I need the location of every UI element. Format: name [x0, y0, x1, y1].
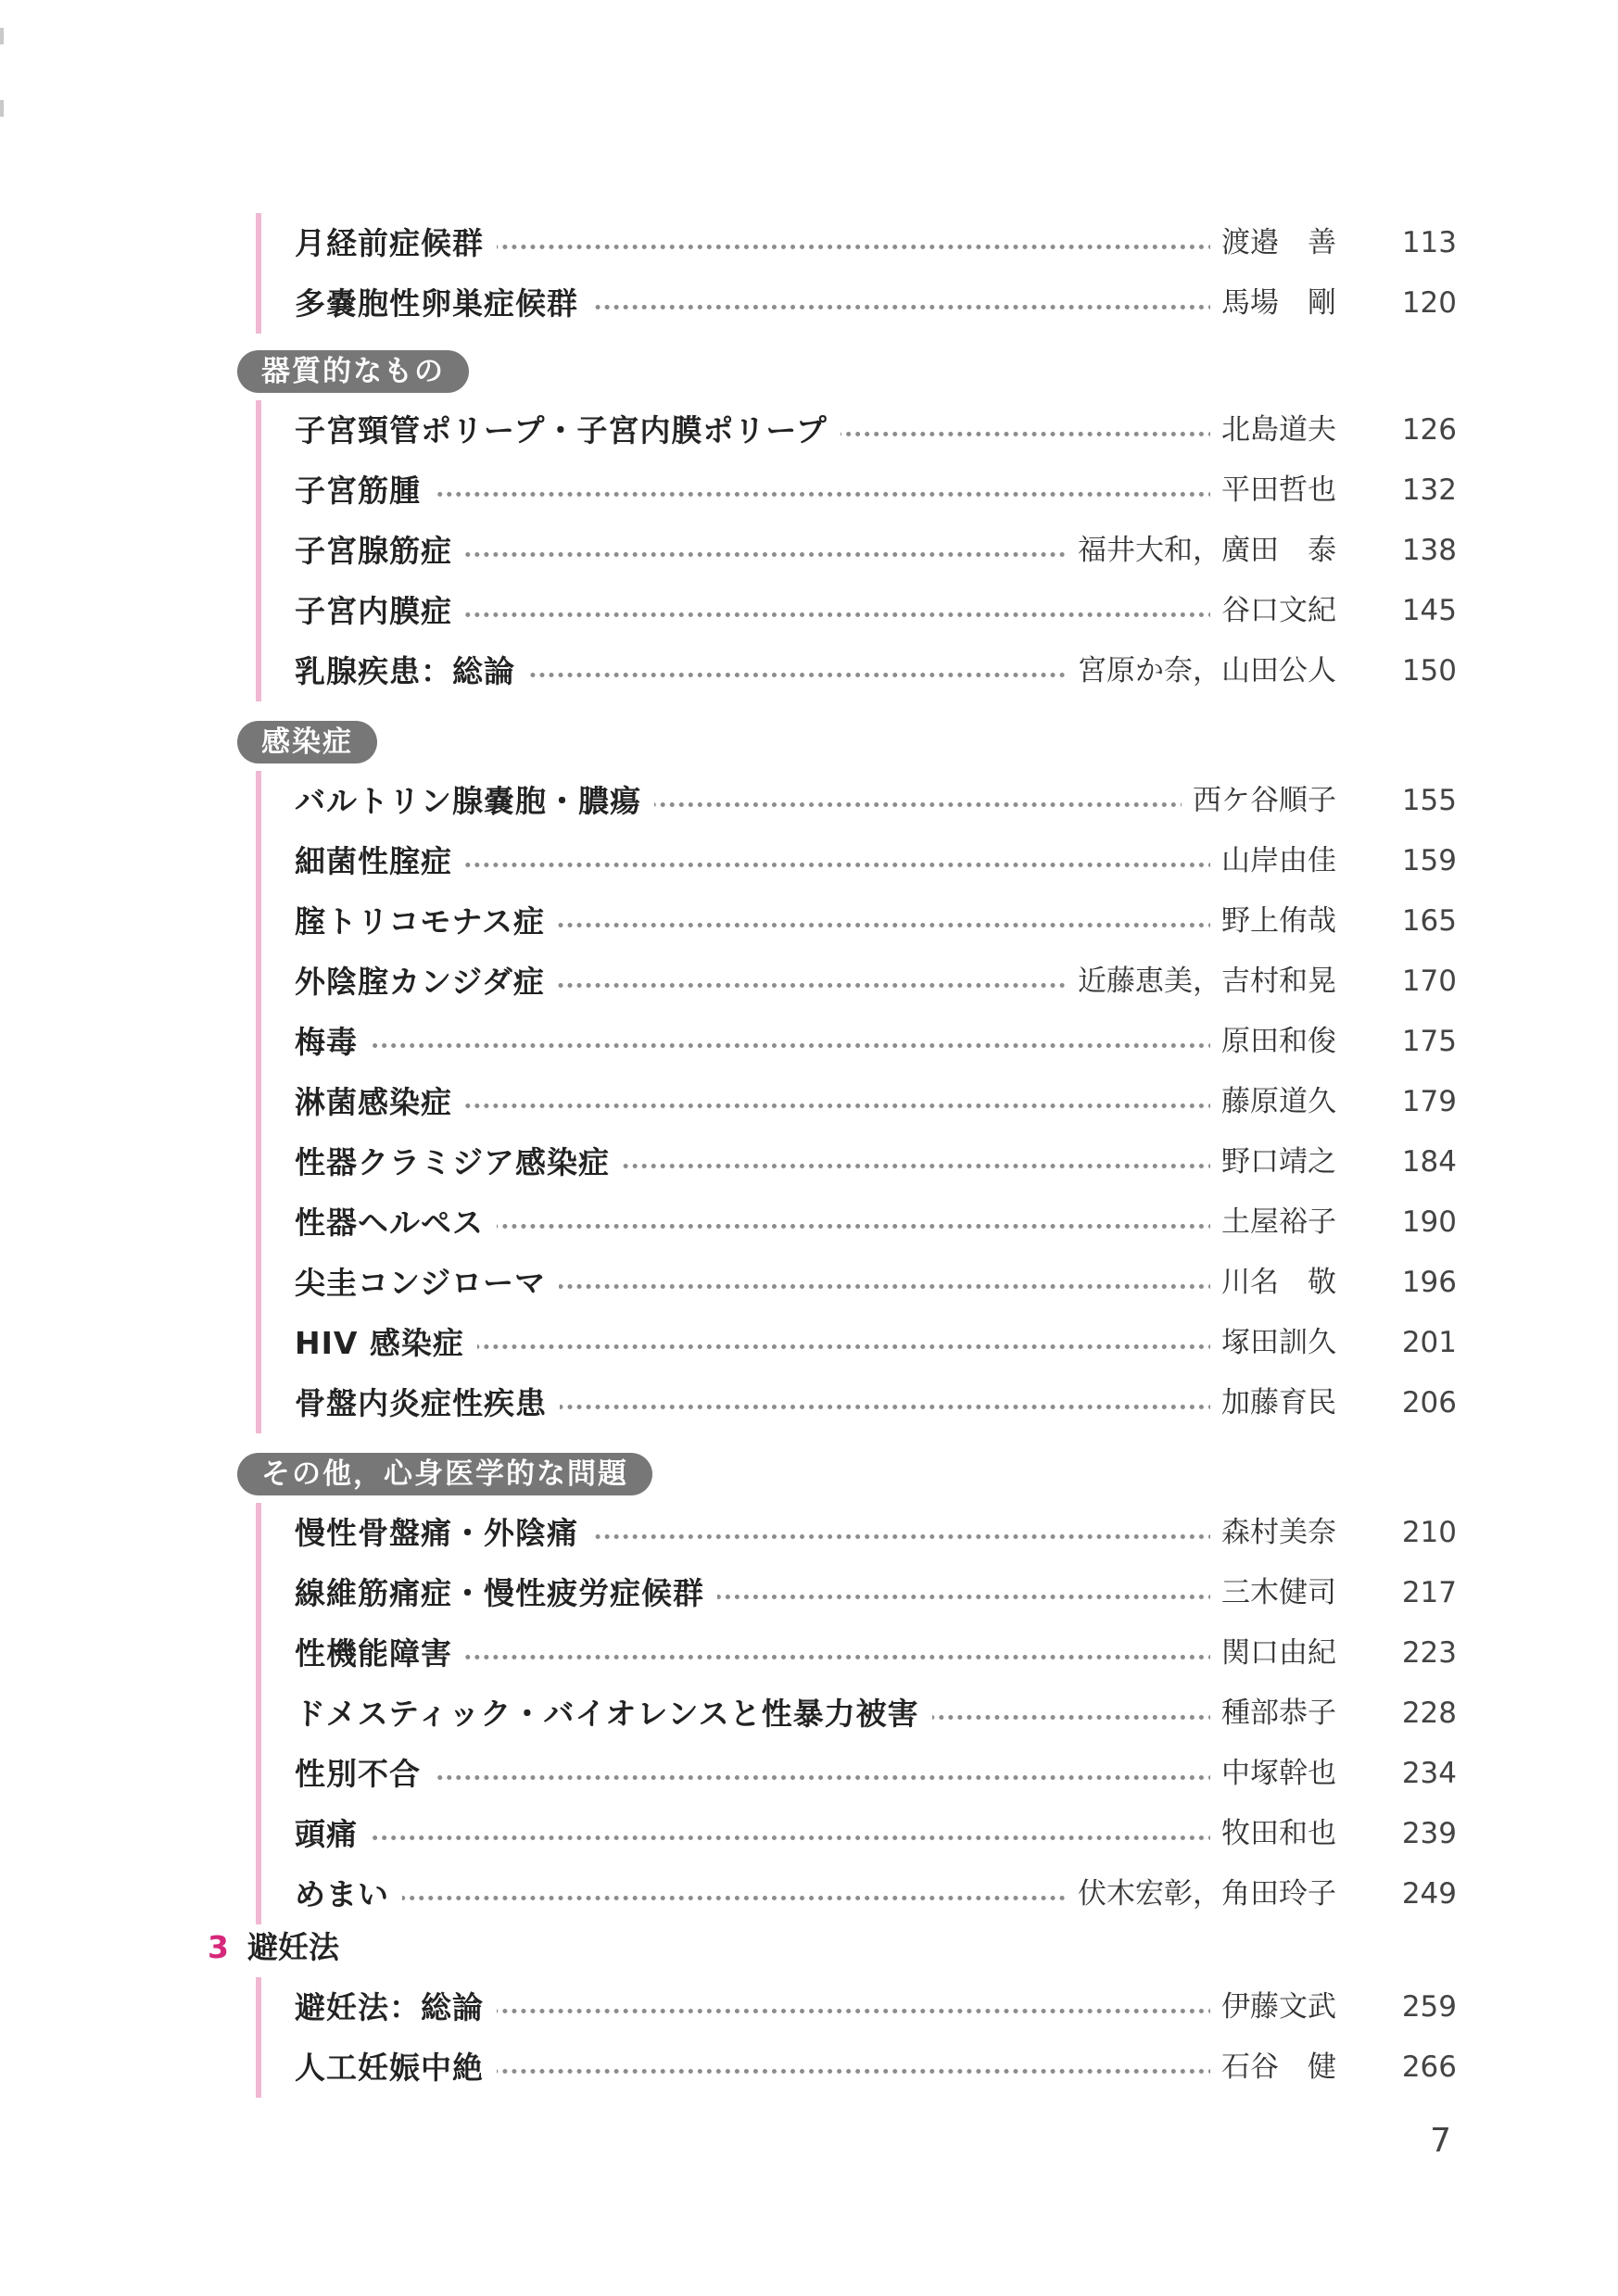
entry-page: 175: [1401, 1025, 1457, 1058]
toc-entry[interactable]: [261, 1373, 1457, 1433]
entry-title: 淋菌感染症: [295, 1072, 465, 1132]
entry-title: 性機能障害: [295, 1623, 465, 1684]
toc-entry[interactable]: [261, 641, 1457, 701]
entry-author: 加藤育民: [1210, 1373, 1336, 1433]
toc-entry[interactable]: [261, 1192, 1457, 1253]
toc-entry[interactable]: [261, 1503, 1457, 1563]
toc-group-1: [256, 213, 1457, 334]
entry-page: 259: [1401, 1990, 1457, 2024]
entry-author: 土屋裕子: [1210, 1192, 1336, 1253]
entry-author: 三木健司: [1210, 1563, 1336, 1623]
entry-author: 野上侑哉: [1210, 891, 1336, 952]
toc-entry[interactable]: [261, 1684, 1457, 1744]
entry-page: 138: [1401, 534, 1457, 567]
entry-page: 165: [1401, 904, 1457, 938]
toc-group-2: [256, 400, 1457, 701]
chapter-heading: [208, 1924, 339, 1971]
entry-author: 谷口文紀: [1210, 581, 1336, 641]
entry-author: 平田哲也: [1210, 460, 1336, 521]
toc-group-3: [256, 771, 1457, 1433]
toc-entry[interactable]: [261, 1977, 1457, 2037]
entry-page: 150: [1401, 654, 1457, 688]
entry-page: 113: [1401, 226, 1457, 259]
entry-page: 170: [1401, 965, 1457, 998]
section-heading-organic: 器質的なもの: [237, 350, 469, 393]
entry-page: 201: [1401, 1326, 1457, 1359]
entry-author: 中塚幹也: [1210, 1744, 1336, 1804]
dot-leader: [317, 492, 1251, 497]
entry-page: 132: [1401, 473, 1457, 507]
entry-page: 184: [1401, 1145, 1457, 1179]
entry-title: 子宮筋腫: [295, 460, 434, 521]
toc-entry[interactable]: [261, 213, 1457, 273]
entry-title: 尖圭コンジローマ: [295, 1253, 559, 1313]
entry-title: 腟トリコモナス症: [295, 891, 558, 952]
entry-page: 223: [1401, 1636, 1457, 1670]
entry-author: 原田和俊: [1210, 1012, 1336, 1072]
dot-leader: [317, 1836, 1251, 1840]
entry-author: 牧田和也: [1210, 1804, 1336, 1864]
entry-author: 伏木宏彰，角田玲子: [1067, 1864, 1336, 1924]
entry-author: 川名 敬: [1210, 1253, 1336, 1313]
toc-group-5: [256, 1977, 1457, 2098]
entry-title: 性別不合: [295, 1744, 434, 1804]
entry-title: 多嚢胞性卵巣症候群: [295, 273, 591, 334]
entry-author: 藤原道久: [1210, 1072, 1336, 1132]
entry-title: 頭痛: [295, 1804, 371, 1864]
entry-page: 120: [1401, 286, 1457, 320]
entry-author: 石谷 健: [1210, 2037, 1336, 2098]
entry-title: HIV 感染症: [295, 1313, 477, 1373]
entry-author: 西ケ谷順子: [1182, 771, 1336, 831]
entry-page: 266: [1401, 2050, 1457, 2084]
entry-title: めまい: [295, 1864, 402, 1924]
dot-leader: [317, 1775, 1251, 1780]
toc-entry[interactable]: [261, 1012, 1457, 1072]
entry-author: 森村美奈: [1210, 1503, 1336, 1563]
toc-entry[interactable]: [261, 1253, 1457, 1313]
toc-entry[interactable]: [261, 771, 1457, 831]
toc-entry[interactable]: [261, 1563, 1457, 1623]
entry-author: 塚田訓久: [1210, 1313, 1336, 1373]
toc-entry[interactable]: [261, 400, 1457, 460]
entry-page: 239: [1401, 1817, 1457, 1850]
page-number: 7: [1430, 2122, 1451, 2160]
entry-author: 種部恭子: [1210, 1684, 1336, 1744]
entry-page: 179: [1401, 1085, 1457, 1118]
entry-title: ドメスティック・バイオレンスと性暴力被害: [295, 1684, 932, 1744]
entry-title: 子宮内膜症: [295, 581, 465, 641]
entry-title: 骨盤内炎症性疾患: [295, 1373, 560, 1433]
entry-title: 人工妊娠中絶: [295, 2037, 497, 2098]
entry-title: 乳腺疾患：総論: [295, 641, 528, 701]
entry-title: 性器クラミジア感染症: [295, 1132, 623, 1192]
toc-entry[interactable]: [261, 1313, 1457, 1373]
entry-author: 山岸由佳: [1210, 831, 1336, 891]
entry-title: 梅毒: [295, 1012, 371, 1072]
chapter-title: 避妊法: [246, 1929, 339, 1965]
entry-page: 249: [1401, 1877, 1457, 1911]
entry-title: 避妊法：総論: [295, 1977, 497, 2037]
toc-entry[interactable]: [261, 1864, 1457, 1924]
toc-entry[interactable]: [261, 1623, 1457, 1684]
entry-author: 北島道夫: [1210, 400, 1336, 460]
toc-entry[interactable]: [261, 460, 1457, 521]
entry-title: 性器ヘルペス: [295, 1192, 497, 1253]
toc-entry[interactable]: [261, 1804, 1457, 1864]
entry-author: 宮原か奈，山田公人: [1067, 641, 1336, 701]
entry-title: 細菌性腟症: [295, 831, 465, 891]
toc-entry[interactable]: [261, 952, 1457, 1012]
entry-title: 子宮頸管ポリープ・子宮内膜ポリープ: [295, 400, 841, 460]
entry-title: 子宮腺筋症: [295, 521, 465, 581]
entry-page: 228: [1401, 1697, 1457, 1730]
entry-page: 206: [1401, 1386, 1457, 1419]
entry-title: 線維筋痛症・慢性疲労症候群: [295, 1563, 717, 1623]
entry-author: 近藤恵美，吉村和晃: [1067, 952, 1336, 1012]
toc-entry[interactable]: [261, 831, 1457, 891]
entry-page: 145: [1401, 594, 1457, 627]
entry-author: 野口靖之: [1210, 1132, 1336, 1192]
entry-page: 159: [1401, 844, 1457, 877]
entry-page: 234: [1401, 1757, 1457, 1790]
entry-page: 126: [1401, 413, 1457, 447]
entry-author: 馬場 剛: [1210, 273, 1336, 334]
entry-title: 慢性骨盤痛・外陰痛: [295, 1503, 591, 1563]
toc-entry[interactable]: [261, 891, 1457, 952]
entry-page: 190: [1401, 1205, 1457, 1239]
entry-page: 196: [1401, 1266, 1457, 1299]
toc-entry[interactable]: [261, 1132, 1457, 1192]
entry-title: バルトリン腺嚢胞・膿瘍: [295, 771, 654, 831]
section-heading-other: その他，心身医学的な問題: [237, 1453, 652, 1495]
entry-author: 福井大和，廣田 泰: [1067, 521, 1336, 581]
toc-entry[interactable]: [261, 581, 1457, 641]
toc-group-4: [256, 1503, 1457, 1924]
entry-title: 月経前症候群: [295, 213, 497, 273]
toc-entry[interactable]: [261, 1072, 1457, 1132]
entry-page: 217: [1401, 1576, 1457, 1609]
toc-entry[interactable]: [261, 521, 1457, 581]
entry-author: 伊藤文武: [1210, 1977, 1336, 2037]
chapter-number: 3: [208, 1929, 229, 1965]
page-edge-marks: [0, 28, 4, 172]
entry-author: 関口由紀: [1210, 1623, 1336, 1684]
section-heading-infection: 感染症: [237, 721, 377, 763]
dot-leader: [317, 1043, 1251, 1048]
toc-entry[interactable]: [261, 1744, 1457, 1804]
entry-title: 外陰腟カンジダ症: [295, 952, 558, 1012]
entry-page: 210: [1401, 1516, 1457, 1549]
toc-entry[interactable]: [261, 273, 1457, 334]
entry-page: 155: [1401, 784, 1457, 817]
toc-entry[interactable]: [261, 2037, 1457, 2098]
entry-author: 渡邉 善: [1210, 213, 1336, 273]
